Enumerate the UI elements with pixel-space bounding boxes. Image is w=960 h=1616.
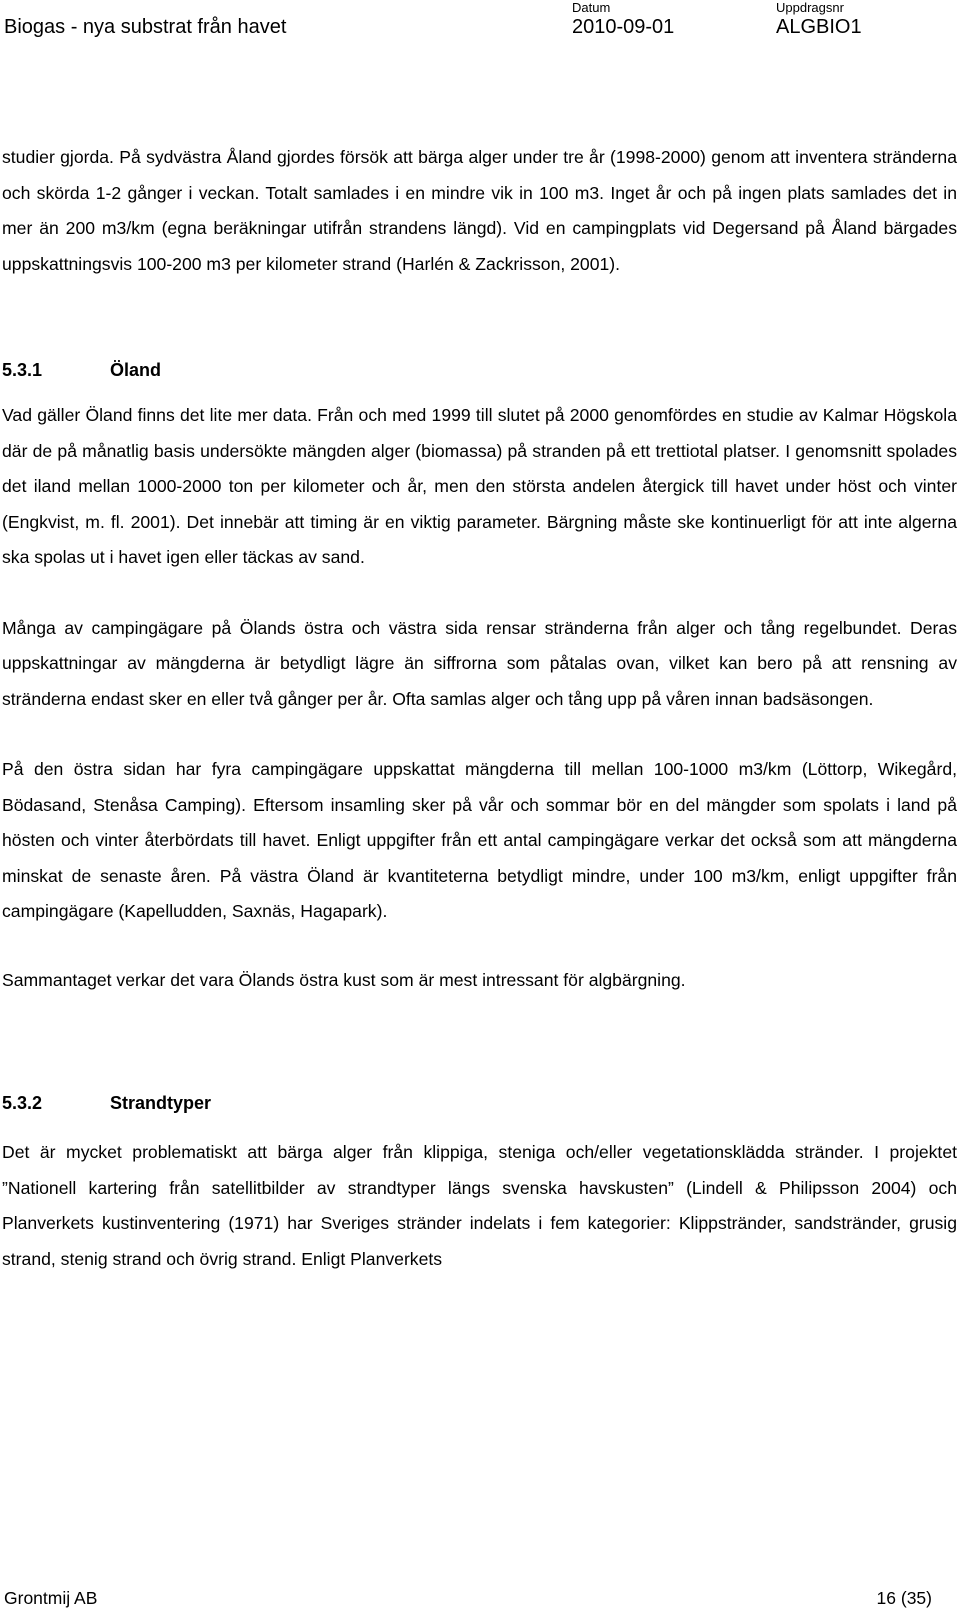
paragraph-sammantaget: Sammantaget verkar det vara Ölands östra kust som är mest intressant för algbärgning. [2, 969, 686, 990]
paragraph-oland-data: Vad gäller Öland finns det lite mer data. Från och med 1999 till slutet på 2000 genomfördes en studie av Kalmar Högskola där de på månatlig basis undersökte mängden alger (biomassa) på stranden på ett trettiotal platser. I genomsnitt spolades det iland mellan 1000-2000 ton per kilometer och år, men den största andelen återgick till havet under höst och vinter (Engkvist, m. fl. 2001). Det innebär att timing är en viktig parameter. Bärgning måste ske kontinuerligt för att inte algerna ska spolas ut i havet igen eller täckas av sand. [2, 405, 957, 567]
document-body [2, 140, 957, 1277]
section-heading-oland [2, 350, 957, 390]
page-number: 16 (35) [876, 1588, 932, 1608]
date-label: Datum [572, 0, 611, 15]
paragraph-strandtyper: Det är mycket problematiskt att bärga alger från klippiga, steniga och/eller vegetationsklädda stränder. I projektet ”Nationell kartering från satellitbilder av strandtyper längs svenska havskusten” (Lindell & Philipsson 2004) och Planverkets kustinventering (1971) har Sveriges stränder indelats i fem kategorier: Klippstränder, sandstränder, grusig strand, stenig strand och övrig strand. Enligt Planverkets [2, 1142, 957, 1269]
paragraph-ostra-sidan: På den östra sidan har fyra campingägare uppskattat mängderna till mellan 100-1000 m3/km (Löttorp, Wikegård, Bödasand, Stenåsa Camping). Eftersom insamling sker på vår och sommar bör en del mängder som spolats i land på hösten och vinter återbördats till havet. Enligt uppgifter från ett antal campingägare verkar det också som att mängderna minskat de senaste åren. På västra Öland är kvantiteterna betydligt mindre, under 100 m3/km, enligt uppgifter från campingägare (Kapelludden, Saxnäs, Hagapark). [2, 759, 957, 921]
document-title: Biogas - nya substrat från havet [4, 16, 287, 38]
company-name: Grontmij AB [4, 1588, 98, 1608]
assignment-number-value: ALGBIO1 [776, 16, 862, 38]
date-value: 2010-09-01 [572, 16, 675, 38]
paragraph-campingagare: Många av campingägare på Ölands östra och västra sida rensar stränderna från alger och tång regelbundet. Deras uppskattningar av mängderna är betydligt lägre än siffrorna som påtalas ovan, vilket kan bero på att rensning av stränderna endast sker en eller två gånger per år. Ofta samlas alger och tång upp på våren innan badsäsongen. [2, 617, 957, 709]
section-title: Öland [110, 360, 162, 380]
page-footer [4, 1588, 960, 1616]
section-number: 5.3.1 [2, 360, 43, 380]
section-heading-strandtyper [2, 1083, 957, 1123]
page-header [0, 0, 960, 50]
paragraph-aland: studier gjorda. På sydvästra Åland gjordes försök att bärga alger under tre år (1998-2000) genom att inventera stränderna och skörda 1-2 gånger i veckan. Totalt samlades i en mindre vik in 100 m3. Inget år och på ingen plats samlades det in mer än 200 m3/km (egna beräkningar utifrån strandens längd). Vid en campingplats vid Degersand på Åland bärgades uppskattningsvis 100-200 m3 per kilometer strand (Harlén & Zackrisson, 2001). [2, 147, 957, 274]
section-number: 5.3.2 [2, 1093, 43, 1113]
section-title: Strandtyper [110, 1093, 212, 1113]
assignment-number-label: Uppdragsnr [776, 0, 844, 15]
